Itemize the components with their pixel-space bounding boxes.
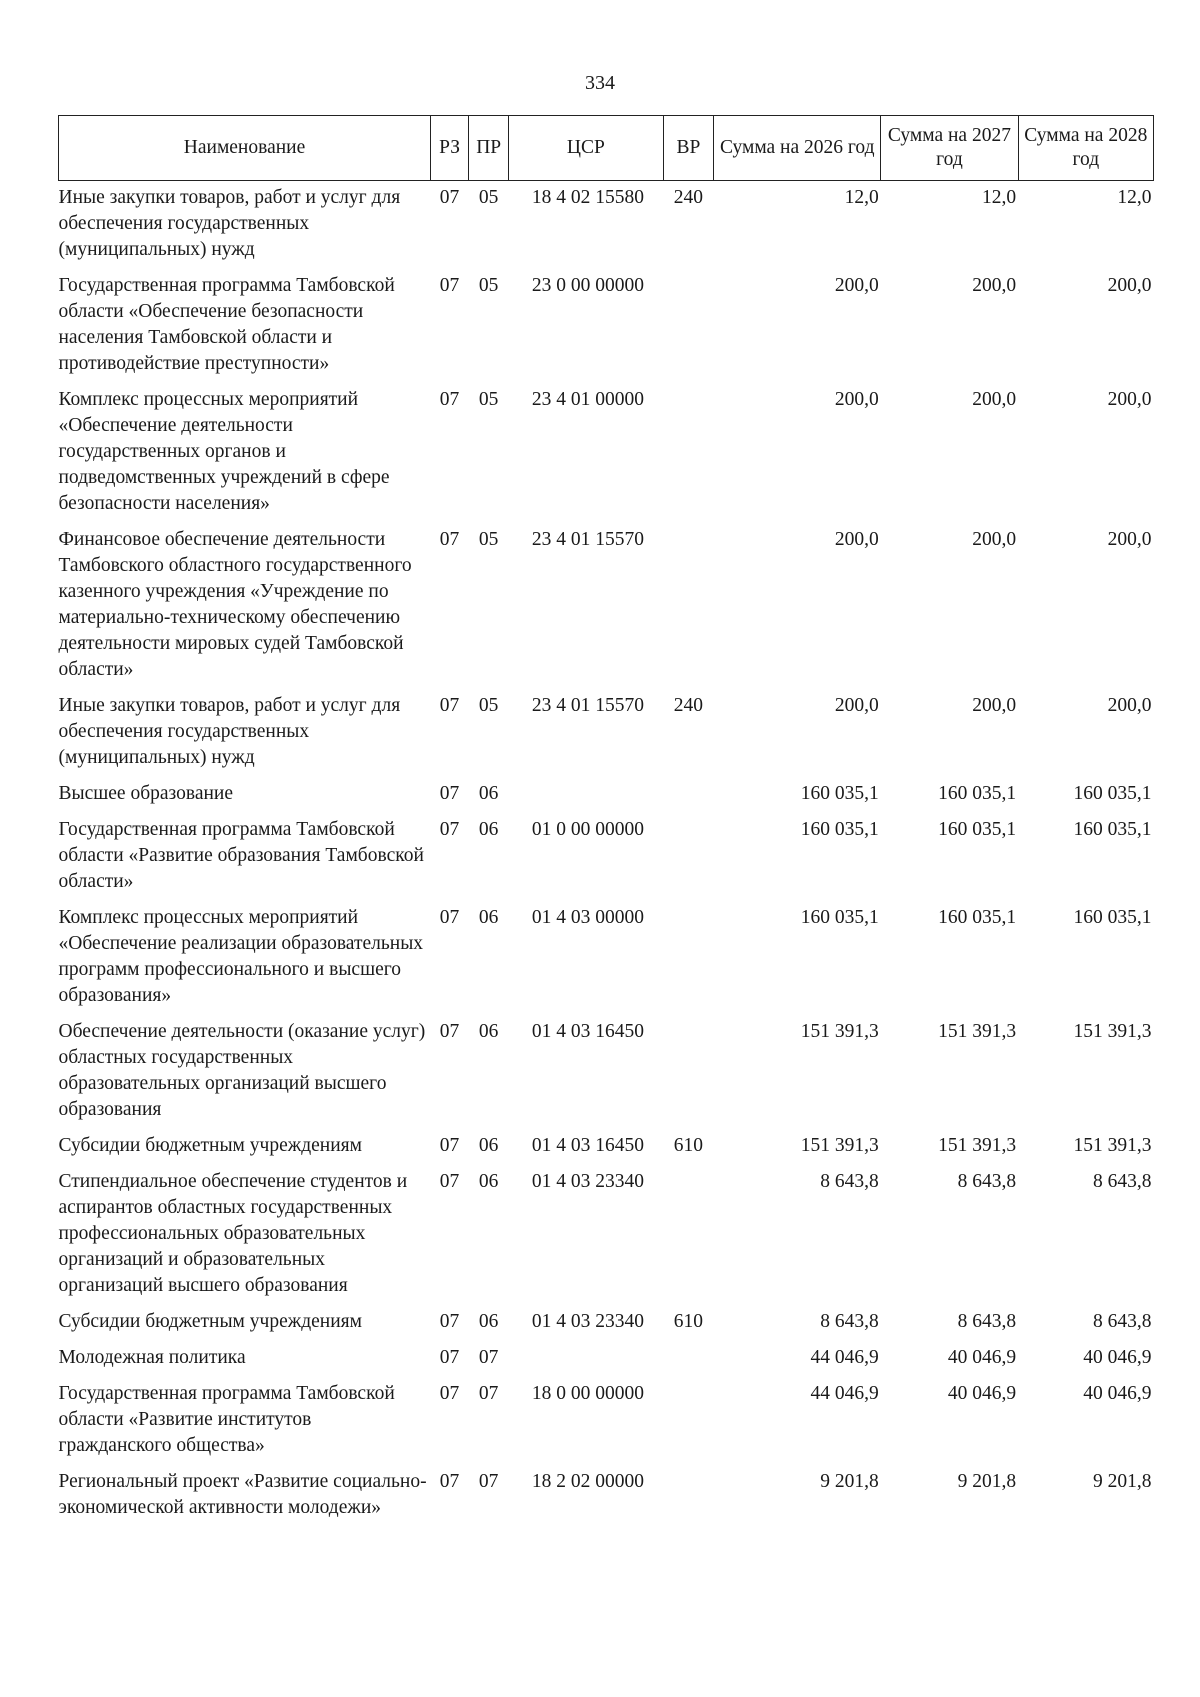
- cell-rz: 07: [439, 1347, 460, 1368]
- column-header-vr: ВР: [663, 116, 714, 181]
- cell-sum-2026: 12,0: [844, 187, 879, 208]
- cell-sum-2026: 160 035,1: [800, 783, 879, 804]
- cell-name: Молодежная политика: [58, 1347, 246, 1368]
- cell-vr: [663, 813, 714, 901]
- cell-vr: [663, 1015, 714, 1129]
- page-number: 334: [585, 72, 615, 94]
- cell-pr: 05: [478, 389, 499, 410]
- cell-vr: 610: [673, 1311, 704, 1332]
- cell-sum-2027: 12,0: [982, 187, 1017, 208]
- cell-name: Государственная программа Тамбовской области «Обеспечение безопасности населения Тамбовской области и противодействие преступности»: [58, 275, 395, 374]
- cell-sum-2028: 160 035,1: [1073, 819, 1152, 840]
- cell-vr: 240: [673, 187, 704, 208]
- cell-name: Государственная программа Тамбовской области «Развитие образования Тамбовской области»: [58, 819, 424, 892]
- cell-csr: 23 0 00 00000: [531, 275, 644, 296]
- cell-rz: 07: [439, 529, 460, 550]
- table-body: [59, 181, 1154, 1528]
- cell-pr: 05: [478, 275, 499, 296]
- table-row: [59, 777, 1154, 813]
- cell-vr: [663, 901, 714, 1015]
- cell-sum-2028: 151 391,3: [1073, 1135, 1152, 1156]
- column-header-sum-2026: Сумма на 2026 год: [714, 116, 881, 181]
- cell-sum-2026: 44 046,9: [810, 1347, 879, 1368]
- cell-sum-2028: 151 391,3: [1073, 1021, 1152, 1042]
- cell-rz: 07: [439, 1021, 460, 1042]
- cell-csr: 18 2 02 00000: [531, 1471, 644, 1492]
- cell-sum-2027: 151 391,3: [938, 1135, 1017, 1156]
- cell-sum-2027: 200,0: [972, 695, 1017, 716]
- cell-sum-2028: 9 201,8: [1093, 1471, 1152, 1492]
- cell-sum-2028: 8 643,8: [1093, 1311, 1152, 1332]
- cell-csr: 01 4 03 23340: [531, 1311, 644, 1332]
- cell-vr: [663, 383, 714, 523]
- table-row: [59, 901, 1154, 1015]
- cell-csr: 18 4 02 15580: [531, 187, 644, 208]
- table-row: [59, 181, 1154, 270]
- cell-name: Иные закупки товаров, работ и услуг для обеспечения государственных (муниципальных) нужд: [58, 187, 401, 260]
- cell-rz: 07: [439, 783, 460, 804]
- cell-sum-2028: 200,0: [1107, 275, 1152, 296]
- column-header-sum-2028: Сумма на 2028 год: [1018, 116, 1153, 181]
- cell-name: Высшее образование: [58, 783, 234, 804]
- cell-csr: 01 4 03 23340: [531, 1171, 644, 1192]
- cell-pr: 07: [478, 1471, 499, 1492]
- cell-rz: 07: [439, 187, 460, 208]
- cell-name: Комплекс процессных мероприятий «Обеспечение реализации образовательных программ профессионального и высшего образования»: [58, 907, 424, 1006]
- column-header-sum-2027: Сумма на 2027 год: [881, 116, 1018, 181]
- cell-sum-2026: 44 046,9: [810, 1383, 879, 1404]
- table-row: [59, 1305, 1154, 1341]
- cell-sum-2028: 200,0: [1107, 529, 1152, 550]
- cell-rz: 07: [439, 389, 460, 410]
- cell-sum-2028: 40 046,9: [1083, 1347, 1152, 1368]
- cell-rz: 07: [439, 1471, 460, 1492]
- cell-csr: 01 4 03 16450: [531, 1021, 644, 1042]
- cell-csr: [509, 777, 663, 813]
- cell-name: Обеспечение деятельности (оказание услуг) областных государственных образовательных организаций высшего образования: [58, 1021, 426, 1120]
- table-row: [59, 1129, 1154, 1165]
- cell-sum-2027: 40 046,9: [947, 1347, 1017, 1368]
- cell-csr: 18 0 00 00000: [531, 1383, 644, 1404]
- cell-name: Иные закупки товаров, работ и услуг для обеспечения государственных (муниципальных) нужд: [58, 695, 401, 768]
- cell-csr: 01 4 03 16450: [531, 1135, 644, 1156]
- table-row: [59, 523, 1154, 689]
- cell-sum-2027: 200,0: [972, 529, 1017, 550]
- cell-csr: [509, 1341, 663, 1377]
- cell-pr: 05: [478, 695, 499, 716]
- cell-name: Субсидии бюджетным учреждениям: [58, 1311, 362, 1332]
- cell-pr: 06: [478, 907, 499, 928]
- cell-sum-2027: 160 035,1: [938, 819, 1017, 840]
- cell-rz: 07: [439, 819, 460, 840]
- table-row: [59, 1465, 1154, 1527]
- cell-pr: 06: [478, 1171, 499, 1192]
- cell-sum-2028: 8 643,8: [1093, 1171, 1152, 1192]
- cell-rz: 07: [439, 695, 460, 716]
- cell-name: Комплекс процессных мероприятий «Обеспечение деятельности государственных органов и подведомственных учреждений в сфере безопасности населения»: [58, 389, 390, 514]
- cell-pr: 07: [478, 1347, 499, 1368]
- cell-rz: 07: [439, 1383, 460, 1404]
- cell-vr: 240: [673, 695, 704, 716]
- cell-pr: 07: [478, 1383, 499, 1404]
- cell-pr: 05: [478, 529, 499, 550]
- table-row: [59, 1341, 1154, 1377]
- cell-csr: 23 4 01 15570: [531, 529, 644, 550]
- cell-sum-2028: 200,0: [1107, 695, 1152, 716]
- cell-pr: 06: [478, 819, 499, 840]
- cell-sum-2028: 12,0: [1117, 187, 1152, 208]
- cell-sum-2027: 40 046,9: [947, 1383, 1017, 1404]
- cell-sum-2027: 8 643,8: [957, 1171, 1017, 1192]
- cell-sum-2026: 160 035,1: [800, 907, 879, 928]
- cell-pr: 06: [478, 1135, 499, 1156]
- cell-rz: 07: [439, 907, 460, 928]
- cell-sum-2026: 200,0: [834, 695, 879, 716]
- cell-sum-2028: 160 035,1: [1073, 783, 1152, 804]
- cell-sum-2028: 40 046,9: [1083, 1383, 1152, 1404]
- table-row: [59, 813, 1154, 901]
- cell-sum-2026: 9 201,8: [820, 1471, 879, 1492]
- cell-sum-2027: 160 035,1: [938, 783, 1017, 804]
- cell-name: Субсидии бюджетным учреждениям: [58, 1135, 362, 1156]
- cell-sum-2027: 160 035,1: [938, 907, 1017, 928]
- cell-sum-2028: 200,0: [1107, 389, 1152, 410]
- table-row: [59, 1377, 1154, 1465]
- cell-vr: 610: [673, 1135, 704, 1156]
- table-row: [59, 1165, 1154, 1305]
- cell-vr: [663, 269, 714, 383]
- table-row: [59, 269, 1154, 383]
- header-row: [59, 116, 1154, 181]
- cell-csr: 01 4 03 00000: [531, 907, 644, 928]
- cell-name: Региональный проект «Развитие социально-экономической активности молодежи»: [58, 1471, 427, 1518]
- cell-csr: 23 4 01 00000: [531, 389, 644, 410]
- cell-sum-2028: 160 035,1: [1073, 907, 1152, 928]
- cell-pr: 05: [478, 187, 499, 208]
- cell-sum-2027: 8 643,8: [957, 1311, 1017, 1332]
- cell-vr: [663, 1165, 714, 1305]
- cell-sum-2027: 151 391,3: [938, 1021, 1017, 1042]
- column-header-rz: РЗ: [431, 116, 469, 181]
- cell-pr: 06: [478, 1021, 499, 1042]
- cell-sum-2026: 8 643,8: [820, 1311, 879, 1332]
- cell-pr: 06: [478, 783, 499, 804]
- column-header-csr: ЦСР: [509, 116, 663, 181]
- cell-pr: 06: [478, 1311, 499, 1332]
- cell-rz: 07: [439, 1135, 460, 1156]
- table-row: [59, 1015, 1154, 1129]
- cell-sum-2026: 8 643,8: [820, 1171, 879, 1192]
- cell-sum-2027: 200,0: [972, 275, 1017, 296]
- cell-rz: 07: [439, 1171, 460, 1192]
- cell-vr: [663, 523, 714, 689]
- cell-csr: 01 0 00 00000: [531, 819, 644, 840]
- cell-vr: [663, 1465, 714, 1527]
- table-header: [59, 116, 1154, 181]
- cell-name: Стипендиальное обеспечение студентов и аспирантов областных государственных профессиональных образовательных организаций и образовательных организаций высшего образования: [58, 1171, 408, 1296]
- cell-name: Финансовое обеспечение деятельности Тамбовского областного государственного казенного учреждения «Учреждение по материально-техническому обеспечению деятельности мировых судей Тамбовской области»: [58, 529, 412, 680]
- budget-table: [58, 115, 1154, 1527]
- cell-sum-2027: 200,0: [972, 389, 1017, 410]
- cell-name: Государственная программа Тамбовской области «Развитие институтов гражданского общества»: [58, 1383, 395, 1456]
- column-header-name: Наименование: [59, 116, 431, 181]
- cell-sum-2026: 200,0: [834, 275, 879, 296]
- cell-vr: [663, 1377, 714, 1465]
- cell-sum-2026: 200,0: [834, 529, 879, 550]
- column-header-pr: ПР: [469, 116, 509, 181]
- table-row: [59, 383, 1154, 523]
- cell-sum-2026: 151 391,3: [800, 1135, 879, 1156]
- cell-sum-2026: 200,0: [834, 389, 879, 410]
- cell-sum-2027: 9 201,8: [957, 1471, 1017, 1492]
- cell-vr: [663, 1341, 714, 1377]
- cell-sum-2026: 160 035,1: [800, 819, 879, 840]
- cell-csr: 23 4 01 15570: [531, 695, 644, 716]
- cell-rz: 07: [439, 1311, 460, 1332]
- cell-sum-2026: 151 391,3: [800, 1021, 879, 1042]
- cell-rz: 07: [439, 275, 460, 296]
- table-row: [59, 689, 1154, 777]
- cell-vr: [663, 777, 714, 813]
